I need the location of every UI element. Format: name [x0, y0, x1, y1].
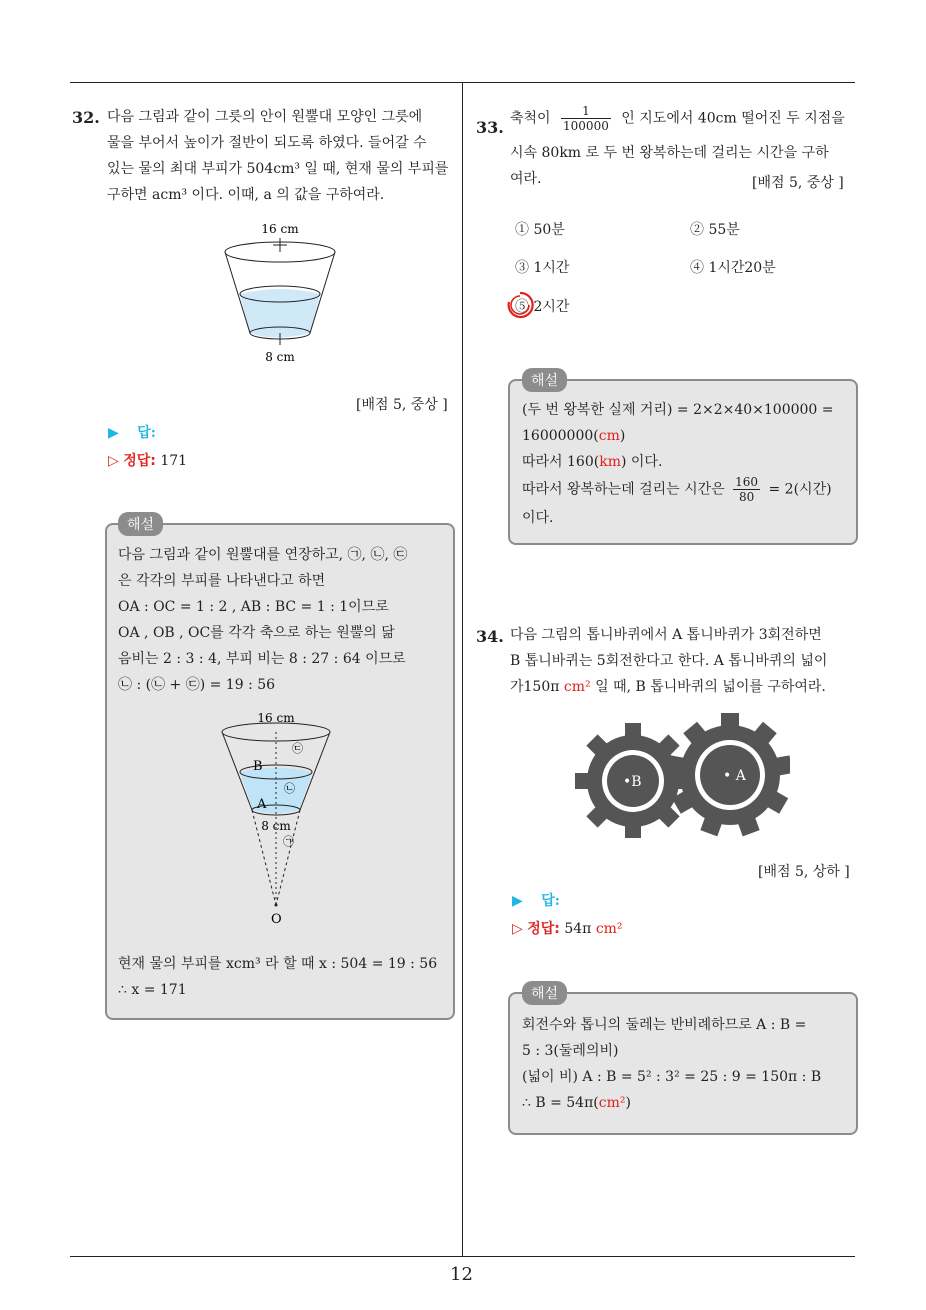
exp-line: [522, 449, 852, 475]
q32-line: 다음 그림과 같이 그릇의 안이 원뿔대 모양인 그릇에: [107, 109, 423, 125]
frac-numerator: 1: [561, 104, 611, 119]
correct-label: 정답:: [123, 453, 156, 469]
q34-line2: B 톱니바퀴는 5회전한다고 한다. A 톱니바퀴의 넓이: [510, 653, 828, 669]
q33-exp-text: [522, 397, 852, 531]
cone-mid-label: 8 cm: [261, 819, 291, 833]
q32-answer-row: [108, 422, 156, 442]
q32-number: 32.: [72, 108, 100, 127]
q32-explanation-box: [105, 523, 455, 1020]
exp-line: 다음 그림과 같이 원뿔대를 연장하고, ㉠, ㉡, ㉢: [118, 547, 408, 563]
region-1-label: ㉠: [283, 835, 294, 848]
q32-line: 물을 부어서 높이가 절반이 되도록 하였다. 들어갈 수: [107, 135, 427, 151]
point-A-label: A: [257, 797, 267, 812]
q34-correct-row: [512, 918, 623, 938]
cone-top-label: 16 cm: [257, 711, 295, 725]
q32-score: [배점 5, 중상 ]: [356, 397, 448, 413]
answer-arrow-icon: ▶: [108, 425, 119, 441]
q33-option-2[interactable]: ② 55분: [690, 222, 740, 238]
exp-line: ㉡ : (㉡ + ㉢) = 19 : 56: [118, 677, 276, 693]
q34-gears-figure: [575, 713, 790, 838]
gear-B-label: •B: [623, 774, 642, 790]
page-number: 12: [450, 1264, 473, 1285]
exp-text: ∴ B = 54π(: [522, 1095, 599, 1111]
q34-text: 일 때, B 톱니바퀴의 넓이를 구하여라.: [590, 679, 826, 695]
frac-numerator: 160: [735, 475, 759, 489]
q33-explanation-box: [508, 379, 858, 545]
q32-line: 구하면 acm³ 이다. 이때, a 의 값을 구하여라.: [107, 187, 385, 203]
bottom-rule: [70, 1256, 855, 1257]
water-fill: [240, 289, 320, 338]
answer-circle-mark: [505, 290, 535, 320]
exp-text: 16000000(: [522, 428, 599, 444]
exp-line: [522, 1090, 852, 1116]
exp-text: ): [619, 428, 626, 444]
correct-unit: cm²: [595, 921, 623, 937]
exp-line: 음비는 2 : 3 : 4, 부피 비는 8 : 27 : 64 이므로: [118, 651, 406, 667]
answer-label: 답:: [541, 893, 560, 909]
exp-line: 이다.: [522, 510, 554, 526]
correct-triangle-icon: ▷: [108, 453, 119, 469]
q34-exp-text: [522, 1012, 852, 1116]
q33-pre: 축척이: [510, 110, 551, 127]
q32-cone-figure: [217, 710, 347, 925]
q34-line1: 다음 그림의 톱니바퀴에서 A 톱니바퀴가 3회전하면: [510, 627, 822, 643]
exp-text: ): [625, 1095, 631, 1111]
point-O-label: O: [271, 912, 282, 925]
frac-denominator: 100000: [563, 119, 609, 133]
q33-option-4[interactable]: ④ 1시간20분: [690, 260, 776, 276]
q33-option-5[interactable]: ⑤ 2시간: [515, 299, 570, 315]
q32-exp-end: [118, 951, 448, 1003]
q33-line3: 여라.: [510, 171, 542, 187]
unit-cm: cm: [598, 428, 620, 444]
q32-explanation-tag: 해설: [118, 512, 163, 536]
exp-text: 따라서 160(: [522, 454, 600, 470]
exp-line: 회전수와 톱니의 둘레는 반비례하므로 A : B =: [522, 1017, 807, 1033]
exp-line: 5 : 3(둘레의비): [522, 1043, 619, 1059]
q32-correct-row: [108, 450, 187, 470]
exp-text: ) 이다.: [620, 454, 663, 470]
answer-arrow-icon: ▶: [512, 893, 523, 909]
left-side: [225, 252, 250, 333]
exp-line: [522, 423, 852, 449]
q33-option-1[interactable]: ① 50분: [515, 222, 565, 238]
q33-line1: [510, 104, 860, 133]
correct-triangle-icon: ▷: [512, 921, 523, 937]
q32-frustum-figure: [215, 218, 345, 368]
q33-option-3[interactable]: ③ 1시간: [515, 260, 570, 276]
q34-score: [배점 5, 상하 ]: [758, 864, 850, 880]
q33-scale-fraction: [561, 104, 611, 133]
q32-line: 있는 물의 최대 부피가 504cm³ 일 때, 현재 물의 부피를: [107, 161, 449, 177]
q33-score: [배점 5, 중상 ]: [752, 175, 844, 191]
q34-number: 34.: [476, 627, 504, 646]
q34-explanation-box: [508, 992, 858, 1135]
right-side: [310, 252, 335, 333]
time-fraction: [733, 475, 760, 504]
unit-km: km: [599, 454, 621, 470]
exp-line: (넓이 비) A : B = 5² : 3² = 25 : 9 = 150π : B: [522, 1069, 822, 1085]
q33-number: 33.: [476, 118, 504, 137]
exp-text: = 2(시간): [768, 481, 832, 498]
exp-line: OA , OB , OC를 각각 축으로 하는 원뿔의 닮: [118, 625, 395, 641]
q33-line2: 시속 80km 로 두 번 왕복하는데 걸리는 시간을 구하: [510, 145, 829, 161]
exp-text: 따라서 왕복하는데 걸리는 시간은: [522, 481, 725, 498]
q34-explanation-tag: 해설: [522, 981, 567, 1005]
exp-line: OA : OC = 1 : 2 , AB : BC = 1 : 1이므로: [118, 599, 389, 615]
exp-line: ∴ x = 171: [118, 982, 187, 998]
exp-line: 은 각각의 부피를 나타낸다고 하면: [118, 573, 326, 589]
bottom-diameter-label: 8 cm: [265, 350, 295, 364]
apex-dot: [275, 904, 278, 907]
region-3-label: ㉢: [292, 742, 303, 755]
unit-cm2: cm²: [598, 1095, 626, 1111]
q33-explanation-tag: 해설: [522, 368, 567, 392]
q34-line3: [510, 674, 826, 700]
q32-exp-text: [118, 542, 448, 698]
exp-line: (두 번 왕복한 실제 거리) = 2×2×40×100000 =: [522, 402, 834, 418]
frac-denominator: 80: [738, 490, 755, 504]
q34-answer-row: [512, 890, 560, 910]
correct-value: 171: [160, 453, 188, 469]
region-2-label: ㉡: [284, 782, 295, 795]
correct-value: 54π: [564, 921, 592, 937]
unit-cm2: cm²: [563, 679, 591, 695]
answer-label: 답:: [137, 425, 156, 441]
exp-line: 현재 물의 부피를 xcm³ 라 할 때 x : 504 = 19 : 56: [118, 956, 438, 972]
q34-text: 가150π: [510, 679, 564, 695]
q32-text: [107, 104, 457, 208]
q33-post: 인 지도에서 40cm 떨어진 두 지점을: [621, 110, 845, 127]
gear-A-label: • A: [723, 768, 746, 784]
point-B-label: B: [253, 759, 263, 774]
correct-label: 정답:: [527, 921, 560, 937]
exp-line: [522, 475, 852, 505]
column-divider: [462, 82, 463, 1257]
top-diameter-label: 16 cm: [261, 222, 299, 236]
